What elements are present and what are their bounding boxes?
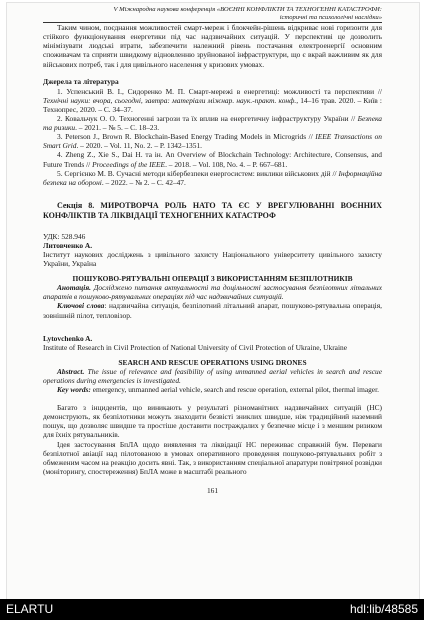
footer-repository-name: ELARTU [6, 602, 54, 616]
reference-item: 3. Peterson J., Brown R. Blockchain-Based Energy Trading Models in Microgrids // IEEE Transactions on Smart Grid. – 2020. – Vol. 11, No. 2. – P. 1342–1351. [43, 132, 382, 151]
ua-keywords: Ключові слова: надзвичайна ситуація, безпілотний літальний апарат, пошуково-рятувальна операція, зовнішній пілот, тепловізор. [43, 301, 382, 320]
footer-handle: hdl:lib/48585 [349, 602, 418, 616]
repository-footer [0, 599, 424, 620]
ua-article-title: ПОШУКОВО-РЯТУВАЛЬНІ ОПЕРАЦІЇ З ВИКОРИСТАННЯМ БЕЗПІЛОТНИКІВ [72, 274, 353, 284]
ua-affiliation: Інститут наукових досліджень з цивільного захисту Національного університету цивільного захисту України, Україна [43, 249, 382, 269]
ua-abstract: Анотація. Досліджено питання актуальності та доцільності застосування безпілотних літальних апаратів в пошуково-рятувальних операціях під час надзвичайних ситуацій. [43, 283, 382, 302]
header-line-2: історичні та психологічні наслідки» [279, 13, 382, 21]
section-heading: Секція 8. МИРОТВОРЧА РОЛЬ НАТО ТА ЄС У ВРЕГУЛЮВАННІ ВОЄННИХ КОНФЛІКТІВ ТА ЛІКВІДАЦІЇ ТЕХНОГЕННИХ КАТАСТРОФ [43, 200, 382, 220]
document-page [7, 3, 419, 599]
sources-heading: Джерела та література [43, 76, 119, 86]
body-paragraph: Ідея застосування БпЛА щодо виявлення та ліквідації НС переживає справжній бум. Переваги безпілотної авіації над пілотованою в умовах оперативного проведення пошуково-рятувальних робіт з обмеженим часом на реакцію досить явні. Так, з використанням спеціальної апаратури повітряної розвідки (моніторингу, спостереження) БпЛА може в масштабі реального [43, 439, 382, 476]
en-article-title: SEARCH AND RESCUE OPERATIONS USING DRONES [118, 357, 307, 367]
reference-list [43, 87, 382, 187]
reference-item: 4. Zheng Z., Xie S., Dai H. та ін. An Overview of Blockchain Technology: Architecture, Consensus, and Future Trends // Proceedings of the IEEE. – 2018. – Vol. 108, No. 4. – P. 667–681. [43, 150, 382, 169]
intro-paragraph: Таким чином, поєднання можливостей смарт-мереж і блокчейн-рішень відкриває нові горизонти для стійкого функціонування енергетики під час надзвичайних ситуацій. У перспективі це дозволить мінімізувати людські втрати, забезпечити належний рівень постачання електроенергії основним споживачам та сприяти швидкому відновленню зруйнованої інфраструктури, що є вкрай важливим як для військових потреб, так і для цивільного населення у кризових умовах. [43, 23, 382, 69]
en-abstract: Abstract. The issue of relevance and feasibility of using unmanned aerial vehicles in search and rescue operations during emergencies is investigated. [43, 366, 382, 385]
udk-code: УДК: 528.946 [43, 231, 86, 241]
reference-item: 1. Успенський В. І., Сидоренко М. П. Смарт-мережі в енергетиці: можливості та перспективи // Технічні науки: вчора, сьогодні, завтра: матеріали міжнар. наук.-практ. конф., 14–16 трав. 2020. – Київ : Технопрес, 2020. – С. 34–37. [43, 86, 382, 114]
page-content [43, 3, 382, 495]
page-number: 161 [206, 485, 219, 495]
reference-item: 2. Ковальчук О. О. Техногенні загрози та їх вплив на енергетичну інфраструктуру України // Безпека та ризики. – 2021. – № 5. – С. 18–23. [43, 114, 382, 133]
running-header [43, 6, 382, 23]
en-author: Lytovchenko A. [43, 333, 93, 343]
reference-item: 5. Сергієнко М. В. Сучасні методи кібербезпеки енергосистем: виклики військових дій // Інформаційна безпека на обороні. – 2022. – № 2. – С. 42–47. [43, 168, 382, 187]
en-affiliation: Institute of Research in Civil Protection of National University of Civil Protection of Ukraine, Ukraine [43, 342, 347, 352]
en-keywords: Key words: emergency, unmanned aerial vehicle, search and rescue operation, external pilot, thermal imager. [57, 385, 379, 395]
body-paragraph: Багато з інцидентів, що виникають у результаті різноманітних надзвичайних ситуацій (НС) демонструють, як безпілотники можуть знаходити безвісті зниклих швидше, ніж традиційний наземний пошук, що дозволяє швидше та простіше доставити постраждалих у безпечне місце і з меншим ризиком для їхніх рятувальників. [43, 403, 382, 440]
ua-author: Литовченко А. [43, 240, 93, 250]
header-line-1: V Міжнародна наукова конференція «ВОЄННІ КОНФЛІКТИ ТА ТЕХНОГЕННІ КАТАСТРОФИ: [113, 6, 382, 13]
